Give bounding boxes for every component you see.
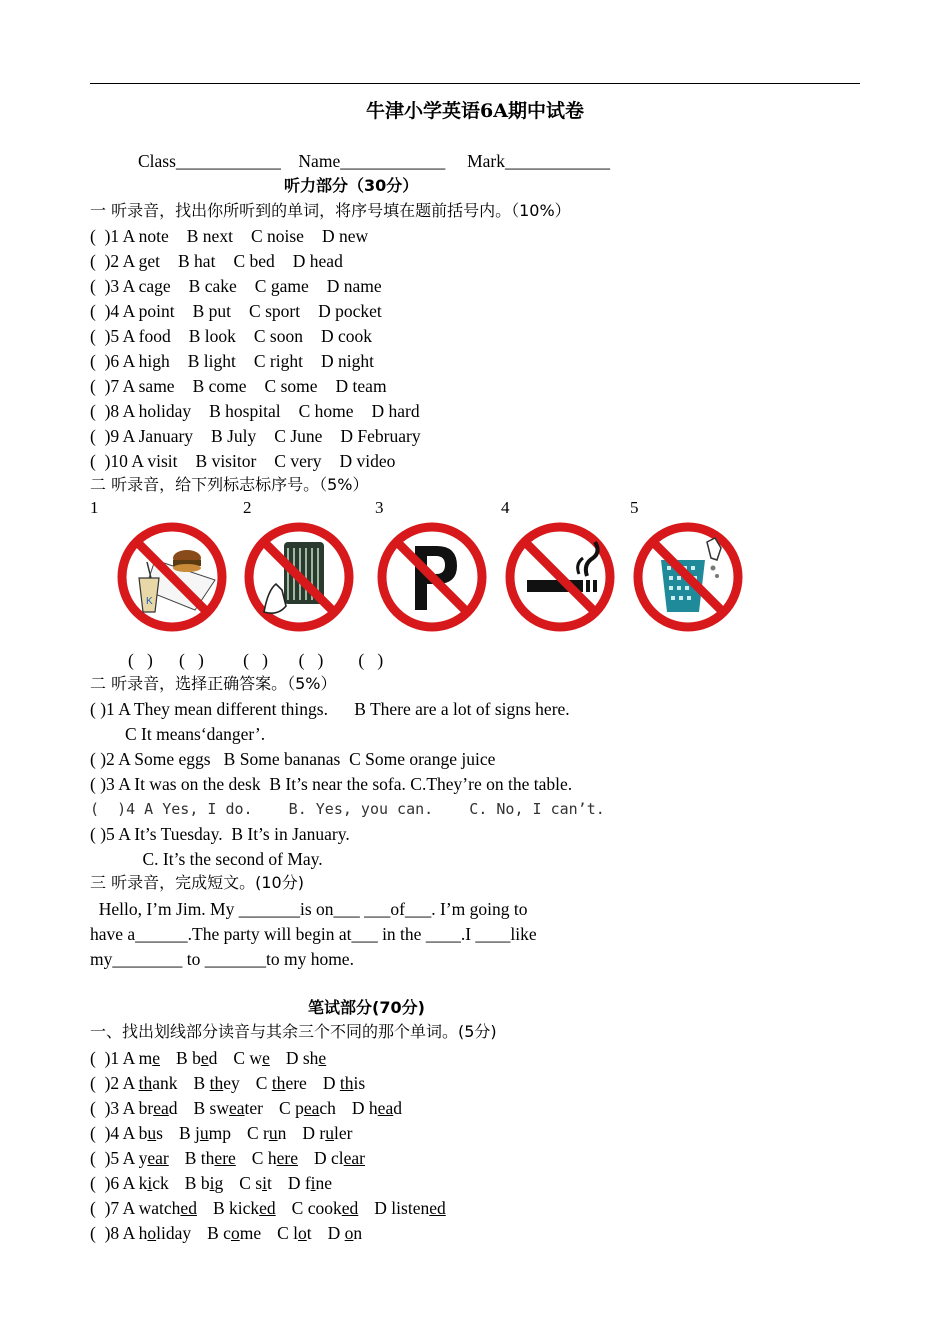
sec1-option: C sport: [249, 301, 301, 321]
option-text: ank: [152, 1073, 178, 1093]
sec1-option: B hat: [178, 251, 216, 271]
option-text: B sw: [193, 1098, 229, 1118]
option-text: D r: [302, 1123, 326, 1143]
option-text: C w: [233, 1048, 263, 1068]
no-food-drink-icon: [115, 520, 229, 634]
option-text: ere: [285, 1073, 307, 1093]
option-text: y: [138, 1148, 148, 1168]
option-text: d: [393, 1098, 402, 1118]
sec1-option: D team: [335, 376, 387, 396]
option-text: B b: [184, 1173, 210, 1193]
sec1-item: [90, 400, 420, 422]
sec1-option: C very: [274, 451, 322, 471]
sec5-number: ( )3 A: [90, 1098, 139, 1118]
option-text: m: [138, 1048, 153, 1068]
listening-title: 听力部分（30分）: [284, 176, 419, 195]
option-text: ch: [319, 1098, 336, 1118]
underlined-letters: th: [209, 1073, 224, 1093]
sec5-number: ( )7 A: [90, 1198, 139, 1218]
option-text: B j: [178, 1123, 200, 1143]
option-text: br: [138, 1098, 154, 1118]
sec5-option: [328, 1222, 363, 1244]
sec5-option: [256, 1072, 307, 1094]
option-text: g: [214, 1173, 224, 1193]
sec5-option: [185, 1147, 236, 1169]
sec1-option: ( )1 A note: [90, 226, 169, 246]
sec1-option: D head: [292, 251, 343, 271]
option-text: liday: [156, 1223, 192, 1243]
option-text: C h: [251, 1148, 277, 1168]
sec1-item: [90, 225, 368, 247]
sec1-option: C home: [298, 401, 354, 421]
underlined-letters: ea: [229, 1098, 245, 1118]
sec2-instruction: 二 听录音，给下列标志标序号。（5%）: [90, 475, 369, 494]
sec1-option: ( )2 A get: [90, 251, 160, 271]
option-text: ter: [244, 1098, 264, 1118]
sec1-option: C soon: [253, 326, 303, 346]
option-text: t: [306, 1223, 312, 1243]
sec1-option: B come: [192, 376, 247, 396]
underlined-letters: o: [230, 1223, 240, 1243]
underlined-letters: e: [318, 1048, 327, 1068]
sec3-line: ( )2 A Some eggs B Some bananas C Some orange juice: [90, 749, 496, 769]
option-text: D listen: [374, 1198, 430, 1218]
sec5-option: [213, 1197, 276, 1219]
sec5-number: ( )6 A: [90, 1173, 139, 1193]
sec1-option: ( )8 A holiday: [90, 401, 192, 421]
header-fields: Class____________ Name____________ Mark____________: [138, 151, 610, 171]
underlined-letters: th: [271, 1073, 286, 1093]
no-touching-icon: [242, 520, 356, 634]
option-text: s: [156, 1123, 163, 1143]
sec5-item: [90, 1147, 365, 1169]
option-text: h: [138, 1223, 148, 1243]
sec5-option: [302, 1122, 352, 1144]
sec1-option: D new: [321, 226, 369, 246]
sec5-option: [139, 1172, 169, 1194]
sec5-option: [194, 1072, 240, 1094]
sec5-option: [292, 1197, 359, 1219]
sec5-number: ( )1 A: [90, 1048, 139, 1068]
underlined-letters: ed: [180, 1198, 197, 1218]
sec5-option: [233, 1047, 269, 1069]
sec5-item: [90, 1122, 352, 1144]
sec4-line: Hello, I’m Jim. My _______is on___ ___of___. I’m going to: [90, 899, 528, 919]
underlined-letters: u: [199, 1123, 209, 1143]
sec1-option: ( )4 A point: [90, 301, 175, 321]
sec5-item: [90, 1197, 446, 1219]
option-text: ler: [333, 1123, 353, 1143]
option-text: D: [322, 1073, 340, 1093]
sec1-option: ( )3 A cage: [90, 276, 171, 296]
underlined-letters: u: [147, 1123, 157, 1143]
sec5-option: [247, 1122, 286, 1144]
underlined-letters: o: [147, 1223, 157, 1243]
underlined-letters: o: [344, 1223, 354, 1243]
sec1-option: D name: [326, 276, 382, 296]
option-text: B kick: [212, 1198, 260, 1218]
sec1-option: D night: [320, 351, 374, 371]
sec5-option: [288, 1172, 332, 1194]
sec5-option: [179, 1122, 231, 1144]
sign-number: 5: [630, 498, 639, 517]
option-text: mp: [208, 1123, 231, 1143]
sec1-item: [90, 350, 374, 372]
sec1-option: B next: [186, 226, 233, 246]
sec5-option: [323, 1072, 365, 1094]
underlined-letters: e: [200, 1048, 209, 1068]
option-text: C s: [239, 1173, 263, 1193]
underlined-letters: i: [147, 1173, 153, 1193]
sec5-number: ( )8 A: [90, 1223, 139, 1243]
sec1-option: ( )10 A visit: [90, 451, 178, 471]
option-text: watch: [138, 1198, 181, 1218]
sec3-line: C. It’s the second of May.: [90, 849, 323, 869]
svg-text:K: K: [146, 596, 153, 607]
sec1-option: D video: [339, 451, 396, 471]
option-text: b: [138, 1123, 148, 1143]
sec1-option: B July: [211, 426, 257, 446]
option-text: is: [353, 1073, 366, 1093]
sign-number: 1: [90, 498, 99, 517]
sec5-item: [90, 1047, 326, 1069]
sec5-number: ( )4 A: [90, 1123, 139, 1143]
sec1-option: B cake: [188, 276, 237, 296]
underlined-letters: ea: [153, 1098, 169, 1118]
underlined-letters: u: [325, 1123, 334, 1143]
option-text: B c: [207, 1223, 231, 1243]
underlined-letters: th: [138, 1073, 153, 1093]
sec5-option: [176, 1047, 217, 1069]
sign-number: 3: [375, 498, 384, 517]
option-text: D sh: [285, 1048, 319, 1068]
sec1-option: B look: [188, 326, 236, 346]
option-text: ck: [152, 1173, 169, 1193]
sec5-number: ( )5 A: [90, 1148, 139, 1168]
option-text: D h: [351, 1098, 378, 1118]
underlined-letters: i: [310, 1173, 316, 1193]
sec5-option: [207, 1222, 261, 1244]
underlined-letters: th: [339, 1073, 354, 1093]
option-text: ey: [223, 1073, 240, 1093]
sec5-option: [139, 1047, 160, 1069]
option-text: C: [255, 1073, 272, 1093]
option-text: d: [168, 1098, 178, 1118]
sec5-option: [139, 1147, 169, 1169]
option-text: B: [193, 1073, 210, 1093]
sec1-item: [90, 450, 395, 472]
sec5-option: [252, 1147, 298, 1169]
sec1-option: ( )6 A high: [90, 351, 170, 371]
sec1-option: D February: [340, 426, 421, 446]
sec5-option: [139, 1097, 178, 1119]
sec5-option: [185, 1172, 223, 1194]
sec1-option: C noise: [250, 226, 304, 246]
sec1-item: [90, 425, 421, 447]
sec1-option: D cook: [320, 326, 373, 346]
sec5-instruction: 一、找出划线部分读音与其余三个不同的那个单词。(5分): [90, 1022, 497, 1041]
sec1-item: [90, 250, 343, 272]
underlined-letters: ed: [341, 1198, 359, 1218]
sec5-number: ( )2 A: [90, 1073, 139, 1093]
sec1-option: B light: [187, 351, 236, 371]
sec3-line: ( )5 A It’s Tuesday. B It’s in January.: [90, 824, 350, 844]
no-littering-icon: [631, 520, 745, 634]
sign-answer-blanks: ( ) ( ) ( ) ( ) ( ): [128, 650, 384, 670]
option-text: C p: [279, 1098, 304, 1118]
sec4-line: my________ to _______to my home.: [90, 949, 354, 969]
option-text: d: [208, 1048, 218, 1068]
option-text: t: [266, 1173, 272, 1193]
sec3-line: C It means‘danger’.: [90, 724, 266, 744]
sec5-option: [139, 1197, 197, 1219]
underlined-letters: i: [209, 1173, 215, 1193]
option-text: me: [239, 1223, 262, 1243]
sec1-option: C June: [274, 426, 323, 446]
option-text: D: [327, 1223, 345, 1243]
underlined-letters: u: [268, 1123, 278, 1143]
sec1-option: C game: [254, 276, 309, 296]
sec5-item: [90, 1172, 332, 1194]
sign-number: 2: [243, 498, 252, 517]
underlined-letters: e: [262, 1048, 270, 1068]
option-text: D f: [287, 1173, 311, 1193]
page-title: 牛津小学英语6A期中试卷: [366, 100, 584, 122]
sec1-instruction: 一 听录音，找出你所听到的单词，将序号填在题前括号内。（10%）: [90, 201, 571, 220]
underlined-letters: o: [298, 1223, 307, 1243]
no-parking-icon: [375, 520, 489, 634]
sec5-option: [194, 1097, 264, 1119]
no-smoking-icon: [503, 520, 617, 634]
sec1-option: B hospital: [209, 401, 281, 421]
underlined-letters: ere: [214, 1148, 236, 1168]
sec1-option: C bed: [233, 251, 275, 271]
sec1-item: [90, 375, 387, 397]
sec1-option: C some: [264, 376, 318, 396]
sec5-option: [139, 1072, 178, 1094]
sec1-option: D pocket: [318, 301, 382, 321]
sec5-option: [314, 1147, 365, 1169]
sec1-item: [90, 300, 382, 322]
option-text: B th: [184, 1148, 215, 1168]
sec3-instruction: 二 听录音，选择正确答案。（5%）: [90, 674, 337, 693]
sec5-option: [139, 1122, 163, 1144]
sec1-option: B put: [192, 301, 232, 321]
sec5-option: [374, 1197, 445, 1219]
option-text: ne: [315, 1173, 333, 1193]
sec5-item: [90, 1222, 362, 1244]
sec5-item: [90, 1097, 402, 1119]
underlined-letters: ear: [343, 1148, 366, 1168]
option-text: C l: [277, 1223, 299, 1243]
sec1-item: [90, 275, 382, 297]
sec1-option: D hard: [371, 401, 420, 421]
sec5-option: [277, 1222, 312, 1244]
underlined-letters: ea: [303, 1098, 320, 1118]
option-text: n: [353, 1223, 363, 1243]
sec5-item: [90, 1072, 365, 1094]
underlined-letters: i: [262, 1173, 267, 1193]
sec5-option: [286, 1047, 326, 1069]
sec1-option: ( )5 A food: [90, 326, 171, 346]
sec1-option: ( )7 A same: [90, 376, 175, 396]
underlined-letters: e: [152, 1048, 161, 1068]
option-text: k: [138, 1173, 148, 1193]
sec3-line: ( )4 A Yes, I do. B. Yes, you can. C. No, I can’t.: [90, 800, 605, 818]
option-text: C cook: [291, 1198, 342, 1218]
written-title: 笔试部分(70分): [308, 998, 425, 1017]
sec3-line: ( )3 A It was on the desk B It’s near the sofa. C.They’re on the table.: [90, 774, 573, 794]
sec4-line: have a______.The party will begin at___ in the ____.I ____like: [90, 924, 537, 944]
sec1-option: ( )9 A January: [90, 426, 194, 446]
underlined-letters: ed: [259, 1198, 276, 1218]
top-rule: [90, 83, 860, 84]
sec5-option: [352, 1097, 402, 1119]
option-text: B b: [176, 1048, 201, 1068]
sec5-option: [279, 1097, 336, 1119]
sec1-item: [90, 325, 372, 347]
option-text: n: [277, 1123, 287, 1143]
sec1-option: B visitor: [195, 451, 257, 471]
sign-number: 4: [501, 498, 510, 517]
underlined-letters: ear: [147, 1148, 169, 1168]
sec5-option: [139, 1222, 192, 1244]
underlined-letters: ea: [377, 1098, 394, 1118]
underlined-letters: ed: [429, 1198, 446, 1218]
sec4-instruction: 三 听录音，完成短文。(10分): [90, 873, 304, 892]
sec5-option: [239, 1172, 272, 1194]
sec1-option: C right: [253, 351, 303, 371]
option-text: D cl: [313, 1148, 344, 1168]
sec3-line: ( )1 A They mean different things. B There are a lot of signs here.: [90, 699, 570, 719]
underlined-letters: ere: [276, 1148, 298, 1168]
option-text: C r: [246, 1123, 269, 1143]
